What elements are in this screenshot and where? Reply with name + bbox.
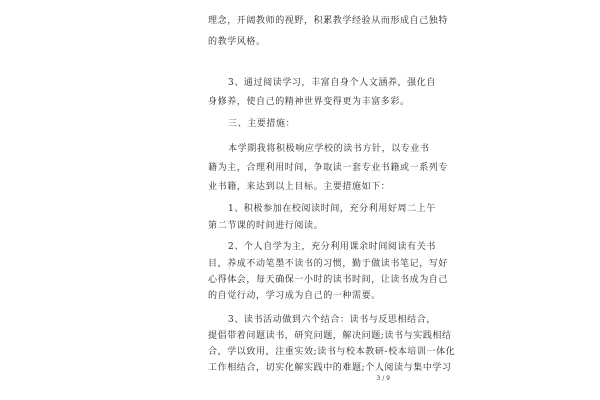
text-line: 2、个人自学为主，充分利用课余时间阅读有关书 xyxy=(228,242,436,252)
text-line: 目，养成不动笔墨不读书的习惯，勤于做读书笔记，写好 xyxy=(208,259,449,269)
text-line: 的教学风格。 xyxy=(208,37,266,47)
text-line: 籍为主，合理利用时间，争取读一套专业书籍或一系列专 xyxy=(208,163,449,173)
text-line: 3、通过阅读学习，丰富自身个人文涵养，强化自 xyxy=(228,78,436,88)
text-line: 提倡带着问题读书，研究问题，解决问题;读书与实践相结 xyxy=(208,331,452,341)
text-line: 合，学以致用，注重实效;读书与校本教研-校本培训一体化 xyxy=(208,347,456,357)
text-line: 1、积极参加在校阅读时间，充分利用好周二上午 xyxy=(228,204,436,214)
text-line: 本学期我将积极响应学校的读书方针，以专业书 xyxy=(228,144,430,154)
page-number: 3 / 9 xyxy=(376,375,390,382)
section-heading: 三、主要措施： xyxy=(228,119,296,129)
text-line: 工作相结合，切实化解实践中的难题;个人阅读与集中学习 xyxy=(208,363,452,373)
text-line: 3、读书活动做到六个结合：读书与反思相结合， xyxy=(228,315,436,325)
text-line: 业书籍，来达到以上目标。主要措施如下： xyxy=(208,182,391,192)
text-line: 的自觉行动，学习成为自己的一种需要。 xyxy=(208,291,381,301)
text-line: 理念，开阔教师的视野，积累教学经验从而形成自己独特 xyxy=(208,16,449,26)
text-line: 身修养，使自己的精神世界变得更为丰富多彩。 xyxy=(208,97,410,107)
text-line: 心得体会，每天确保一小时的读书时间，让读书成为自己 xyxy=(208,275,449,285)
text-line: 第二节课的时间进行阅读。 xyxy=(208,221,324,231)
